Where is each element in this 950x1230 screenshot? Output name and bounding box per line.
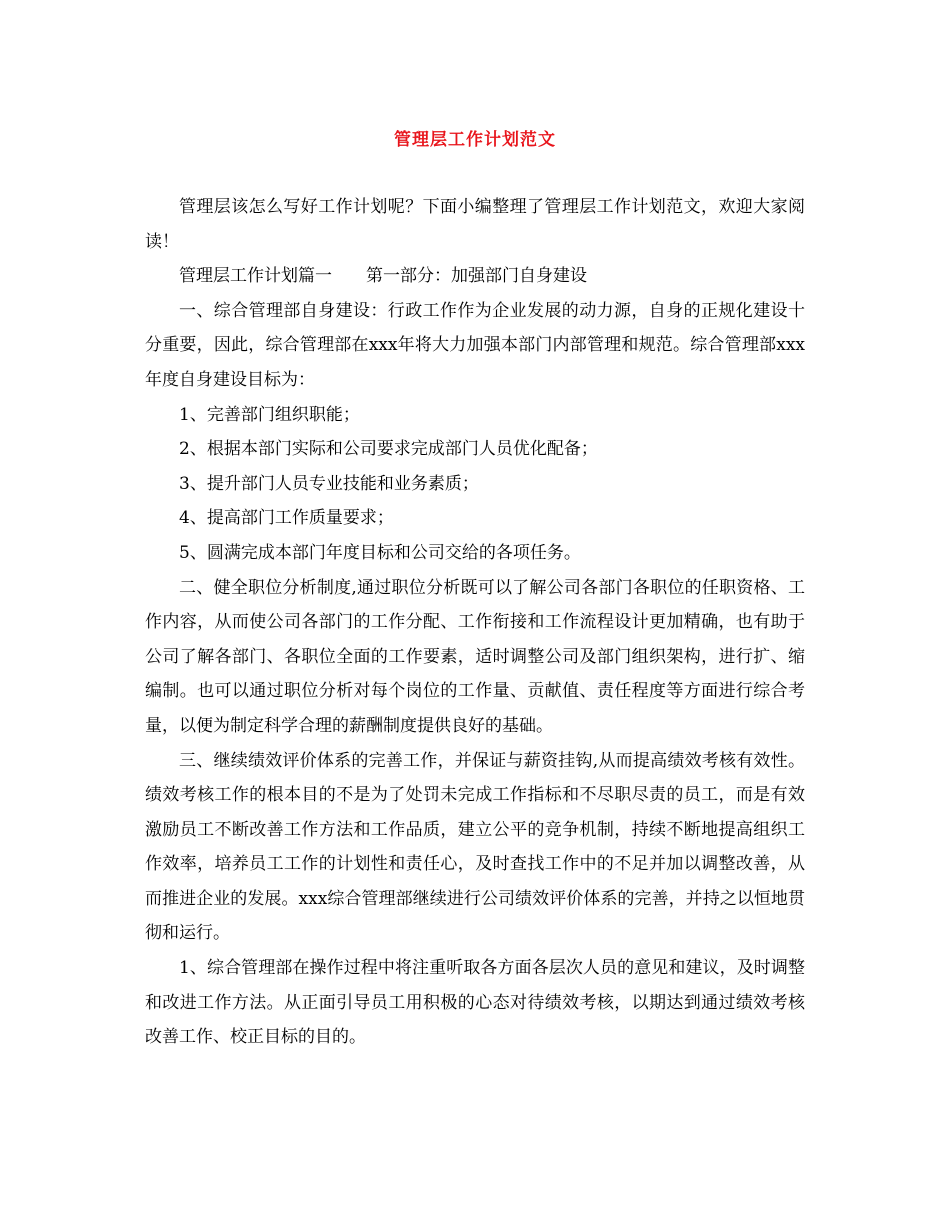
paragraph-item-2: 二、健全职位分析制度,通过职位分析既可以了解公司各部门各职位的任职资格、工作内容，从而使公司各部门的工作分配、工作衔接和工作流程设计更加精确，也有助于公司了解各部门、各职位全面的工作要素，适时调整公司及部门组织架构，进行扩、缩编制。也可以通过职位分析对每个岗位的工作量、贡献值、责任程度等方面进行综合考量，以便为制定科学合理的薪酬制度提供良好的基础。 — [145, 577, 805, 736]
paragraph-section-heading: 管理层工作计划篇一 第一部分：加强部门自身建设 — [179, 266, 587, 287]
paragraph-intro: 管理层该怎么写好工作计划呢？下面小编整理了管理层工作计划范文，欢迎大家阅读！ — [145, 197, 805, 252]
document-title: 管理层工作计划范文 — [394, 130, 556, 150]
paragraph-item-3: 三、继续绩效评价体系的完善工作，并保证与薪资挂钩,从而提高绩效考核有效性。绩效考核工作的根本目的不是为了处罚未完成工作指标和不尽职尽责的员工，而是有效激励员工不断改善工作方法和工作品质，建立公平的竞争机制，持续不断地提高组织工作效率，培养员工工作的计划性和责任心，及时查找工作中的不足并加以调整改善，从而推进企业的发展。xxx综合管理部继续进行公司绩效评价体系的完善，并持之以恒地贯彻和运行。 — [145, 750, 805, 944]
paragraph-item-1: 一、综合管理部自身建设：行政工作作为企业发展的动力源，自身的正规化建设十分重要，因此，综合管理部在xxx年将大力加强本部门内部管理和规范。综合管理部xxx年度自身建设目标为： — [145, 300, 805, 390]
paragraph-subitem-1: 1、综合管理部在操作过程中将注重听取各方面各层次人员的意见和建议，及时调整和改进工作方法。从正面引导员工用积极的心态对待绩效考核，以期达到通过绩效考核改善工作、校正目标的目的。 — [145, 958, 805, 1048]
paragraph-goal-5: 5、圆满完成本部门年度目标和公司交给的各项任务。 — [179, 542, 581, 563]
paragraph-goal-3: 3、提升部门人员专业技能和业务素质； — [179, 473, 479, 494]
paragraph-goal-4: 4、提高部门工作质量要求； — [179, 508, 394, 529]
paragraph-goal-1: 1、完善部门组织职能； — [179, 404, 360, 425]
paragraph-goal-2: 2、根据本部门实际和公司要求完成部门人员优化配备； — [179, 439, 598, 460]
document-body — [145, 190, 805, 1055]
